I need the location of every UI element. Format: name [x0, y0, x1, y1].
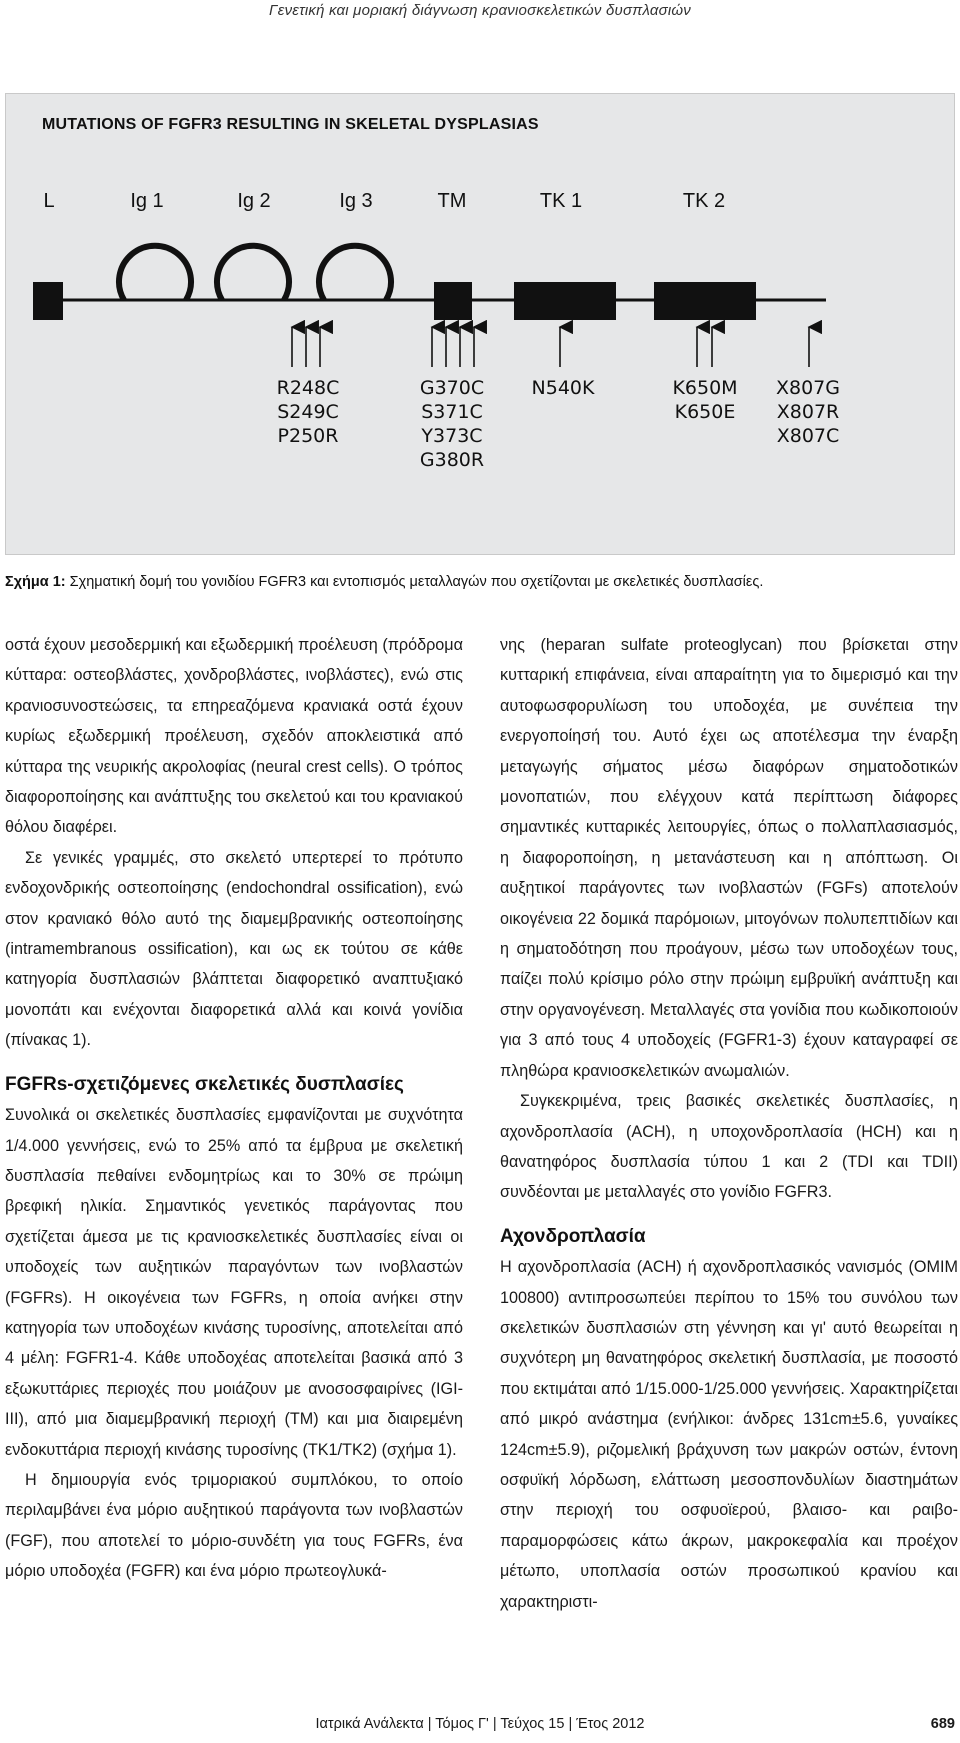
domain-label-tm: TM	[437, 190, 467, 212]
caption-text: Σχηματική δομή του γονιδίου FGFR3 και εντοπισμός μεταλλαγών που σχετίζονται με σκελετικές δυσπλασίες.	[65, 574, 764, 590]
running-head: Γενετική και μοριακή διάγνωση κρανιοσκελετικών δυσπλασιών	[269, 2, 691, 19]
section-heading: Αχονδροπλασία	[500, 1225, 646, 1247]
paragraph: Συγκεκριμένα, τρεις βασικές σκελετικές δυσπλασίες, η αχονδροπλασία (ACH), η υποχονδροπλασία (HCH) και η θανατηφόρος δυσπλασία τύπου 1 και 2 (TDI και TDII) συνδέονται με μεταλλαγές στο γονίδιο FGFR3.	[500, 1092, 958, 1202]
figure-caption	[5, 574, 955, 590]
journal-info: Ιατρικά Ανάλεκτα | Τόμος Γ' | Τεύχος 15 | Έτος 2012	[315, 1716, 645, 1732]
domain-label-tk1: TK 1	[539, 190, 583, 212]
mutation-label: Y373C	[421, 425, 483, 447]
mutation-label: P250R	[277, 425, 339, 447]
paragraph: οστά έχουν μεσοδερμική και εξωδερμική προέλευση (πρόδρομα κύτταρα: οστεοβλάστες, χονδροβλάστες, ινοβλάστες), ενώ στις κρανιοσυνοστεώσεις, τα επηρεαζόμενα κρανιακά οστά έχουν κυρίως εξωδερμική προέλευση, σχεδόν αποκλειστικά από κύτταρα της νευρικής ακρολοφίας (neural crest cells). Ο τρόπος διαφοροποίησης και ανάπτυξης του σκελετού και του κρανιακού θόλου διαφέρει.	[5, 636, 463, 837]
caption-label: Σχήμα 1:	[5, 574, 66, 590]
right-column	[500, 630, 958, 1617]
page-number: 689	[930, 1716, 955, 1732]
tk1-domain-block	[514, 282, 616, 320]
domain-label-ig2: Ig 2	[237, 190, 271, 212]
mutation-arrows	[292, 327, 809, 367]
paragraph: νης (heparan sulfate proteoglycan) που βρίσκεται στην κυτταρική επιφάνεια, είναι απαραίτητη για το διμερισμό και την αυτοφωσφορυλίωση του υποδοχέα, με συνέπεια την ενεργοποίησή του. Αυτό έχει ως αποτέλεσμα την έναρξη μεταγωγής σήματος μέσω διαφόρων σηματοδοτικών μονοπατιών, που ελέγχουν κατά περίπτωση διάφορες σημαντικές κυτταρικές λειτουργίες, όπως ο πολλαπλασιασμός, η διαφοροποίηση, η μετανάστευση και η απόπτωση. Οι αυξητικοί παράγοντες των ινοβλαστών (FGFs) αποτελούν οικογένεια 22 δομικά παρόμοιων, μιτογόνων πολυπεπτιδίων και η σηματοδότηση που προάγουν, μέσω των υποδοχέων τους, παίζει πολύ κρίσιμο ρόλο στην πρώιμη εμβρυϊκή ανάπτυξη και στην οργανογένεση. Μεταλλαγές στα γονίδια που κωδικοποιούν για 3 από τους 4 υποδοχείς (FGFR1-3) έχουν καταγραφεί σε πληθώρα κρανιοσκελετικών ανωμαλιών.	[500, 636, 958, 1080]
section-heading: FGFRs-σχετιζόμενες σκελετικές δυσπλασίες	[5, 1073, 404, 1095]
mutation-label: X807R	[776, 401, 840, 423]
figure-title: MUTATIONS OF FGFR3 RESULTING IN SKELETAL DYSPLASIAS	[42, 116, 539, 133]
mutation-label: K650E	[674, 401, 736, 423]
domain-label-ig3: Ig 3	[339, 190, 373, 212]
mutation-label: S371C	[421, 401, 483, 423]
figure-1	[5, 93, 955, 555]
domain-label-l: L	[43, 190, 55, 212]
mutation-label: X807G	[775, 377, 841, 399]
spacer	[5, 1056, 463, 1070]
tk2-domain-block	[654, 282, 756, 320]
paragraph: Συνολικά οι σκελετικές δυσπλασίες εμφανίζονται με συχνότητα 1/4.000 γεννήσεις, ενώ το 25% από τα έμβρυα με σκελετική δυσπλασία πεθαίνει ενδομητρίως και το 30% σε πρώιμη βρεφική ηλικία. Σημαντικός γενετικός παράγοντας που σχετίζεται άμεσα με τις κρανιοσκελετικές δυσπλασίες είναι οι υποδοχείς των αυξητικών παραγόντων των ινοβλαστών (FGFRs). Η οικογένεια των FGFRs, η οποία ανήκει στην κατηγορία των υποδοχέων κινάσης τυροσίνης, αποτελείται από 4 μέλη: FGFR1-4. Κάθε υποδοχέας αποτελείται βασικά από 3 εξωκυττάριες περιοχές που μοιάζουν με ανοσοσφαιρίνες (IGI-III), από μια διαμεμβρανική περιοχή (TM) και μια διαιρεμένη ενδοκυττάρια περιοχή κινάσης τυροσίνης (TK1/TK2) (σχήμα 1).	[5, 1106, 463, 1459]
ig2-loop	[217, 246, 289, 300]
fgfr3-domain-diagram	[6, 94, 956, 556]
ig3-loop	[319, 246, 391, 300]
mutation-label: R248C	[276, 377, 340, 399]
domain-label-ig1: Ig 1	[130, 190, 164, 212]
l-domain-block	[33, 282, 63, 320]
domain-label-tk2: TK 2	[682, 190, 726, 212]
mutation-label: S249C	[277, 401, 339, 423]
mutation-label: N540K	[531, 377, 595, 399]
mutation-label: G380R	[419, 449, 485, 471]
ig1-loop	[119, 246, 191, 300]
mutation-label: K650M	[672, 377, 738, 399]
spacer	[500, 1208, 958, 1222]
tm-domain-block	[434, 282, 472, 320]
paragraph: Σε γενικές γραμμές, στο σκελετό υπερτερεί το πρότυπο ενδοχονδρικής οστεοποίησης (endochondral ossification), ενώ στον κρανιακό θόλο αυτό της διαμεμβρανικής οστεοποίησης (intramembranous ossification), και ως εκ τούτου σε κάθε κατηγορία δυσπλασιών βλάπτεται διαφορετικό αναπτυξιακό μονοπάτι και ενέχονται διαφορετικά αλλά και κοινά γονίδια (πίνακας 1).	[5, 848, 463, 1050]
mutation-label: G370C	[419, 377, 485, 399]
paragraph: Η δημιουργία ενός τριμοριακού συμπλόκου, το οποίο περιλαμβάνει ένα μόριο αυξητικού παράγοντα των ινοβλαστών (FGF), που αποτελεί το μόριο-συνδέτη για τους FGFRs, ένα μόριο υποδοχέα (FGFR) και ένα μόριο πρωτεογλυκά-	[5, 1470, 463, 1581]
mutation-labels	[277, 377, 840, 471]
mutation-label: X807C	[776, 425, 840, 447]
paragraph: Η αχονδροπλασία (ACH) ή αχονδροπλασικός νανισμός (OMIM 100800) αντιπροσωπεύει περίπου το 15% του συνόλου των σκελετικών δυσπλασιών στη γέννηση και γι' αυτό θεωρείται η συχνότερη μη θανατηφόρος σκελετική δυσπλασία, με ποσοστό που εκτιμάται από 1/15.000-1/25.000 γεννήσεις. Χαρακτηρίζεται από μικρό ανάστημα (ενήλικοι: άνδρες 131cm±5.6, γυναίκες 124cm±5.9), ριζομελική βράχυνση των μακρών οστών, έντονη οσφυϊκή λόρδωση, ελάττωση μεσοσπονδυλίων διαστημάτων στην περιοχή του οσφυοϊερού, βλαισο- και ραιβο- παραμορφώσεις κάτω άκρων, μακροκεφαλία και προέχον μέτωπο, υποπλασία οστών προσωπικού κρανίου και χαρακτηριστι-	[500, 1258, 958, 1611]
left-column	[5, 630, 463, 1587]
